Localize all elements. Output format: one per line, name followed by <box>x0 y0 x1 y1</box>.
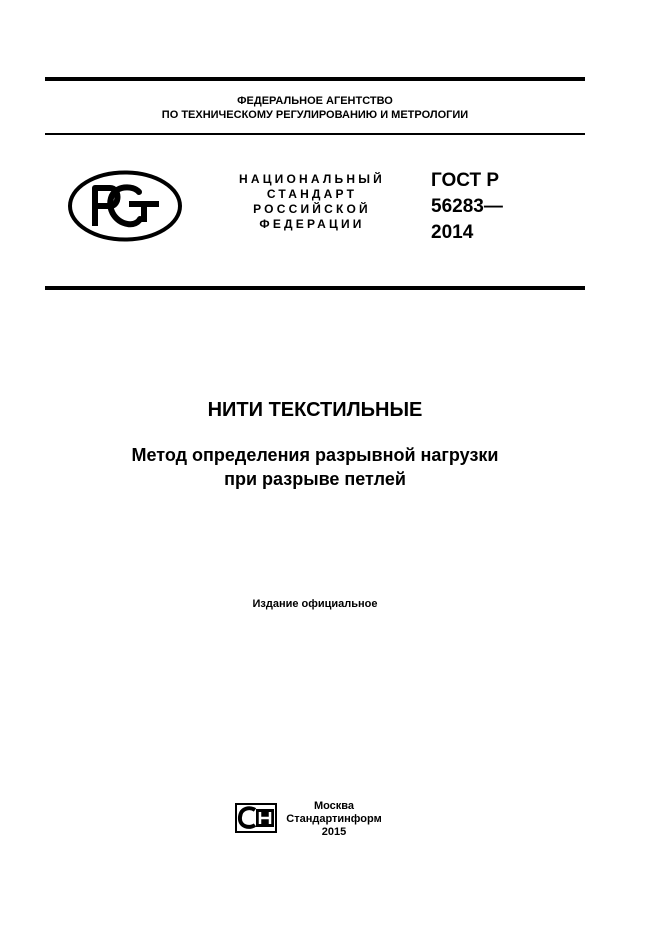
subtitle-line-2: при разрыве петлей <box>224 469 406 489</box>
standartinform-logo-icon <box>235 803 277 833</box>
publisher-name: Стандартинформ <box>286 813 382 825</box>
header-bottom-rule <box>45 286 585 290</box>
designation-line-1: ГОСТ Р <box>431 170 500 191</box>
document-subtitle <box>45 443 585 491</box>
designation-line-2: 56283— <box>431 196 503 217</box>
subtitle-line-1: Метод определения разрывной нагрузки <box>131 445 499 465</box>
national-standard-line-1: НАЦИОНАЛЬНЫЙ <box>238 172 386 186</box>
rst-certification-mark-icon <box>67 170 183 242</box>
national-standard-line-3: РОССИЙСКОЙ <box>253 202 371 216</box>
publisher-city: Москва <box>313 800 355 812</box>
designation-line-3: 2014 <box>431 222 474 243</box>
document-title: НИТИ ТЕКСТИЛЬНЫЕ <box>207 399 423 421</box>
national-standard-label <box>222 172 402 232</box>
agency-header <box>45 94 585 122</box>
standard-designation <box>431 168 503 246</box>
agency-line-1: ФЕДЕРАЛЬНОЕ АГЕНТСТВО <box>237 95 393 107</box>
publication-year: 2015 <box>321 826 347 838</box>
top-rule <box>45 77 585 81</box>
publisher-block <box>284 800 384 839</box>
agency-divider <box>45 133 585 135</box>
national-standard-line-2: СТАНДАРТ <box>266 187 358 201</box>
agency-line-2: ПО ТЕХНИЧЕСКОМУ РЕГУЛИРОВАНИЮ И МЕТРОЛОГИИ <box>161 109 469 121</box>
edition-label: Издание официальное <box>252 598 378 610</box>
national-standard-line-4: ФЕДЕРАЦИИ <box>259 217 365 231</box>
